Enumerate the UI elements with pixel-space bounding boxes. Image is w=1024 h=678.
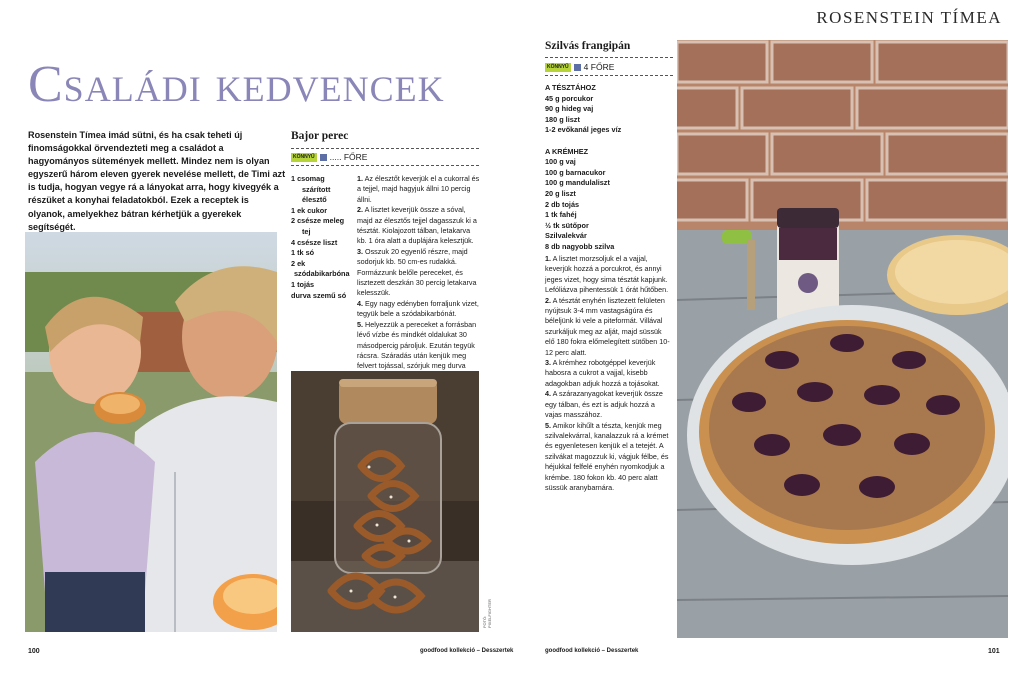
method-step: 5. Amikor kihűlt a tészta, kenjük meg szilvalekvárral, kanalazzuk rá a krémet és egyenletesen kenjük el a tetejét. A szilvákat magozzuk ki, vágjuk félbe, és héjukkal felfelé enyhén nyomkodjuk a krémbe. 180 fokon kb. 40 perc alatt süssük aranybarnára. (545, 420, 669, 492)
page-number-left: 100 (28, 648, 40, 655)
recipe-title-bajor-perec: Bajor perec (291, 130, 349, 142)
footer-section: – Desszertek (600, 648, 639, 654)
ingredient-item: durva szemű só (291, 290, 347, 300)
method-step: 4. Egy nagy edényben forraljunk vizet, tegyük bele a szódabikarbónát. (357, 298, 479, 319)
servings-label: 4 FŐRE (583, 62, 615, 72)
servings-row (545, 62, 614, 72)
ingredient-group-heading: A TÉSZTÁHOZ (545, 83, 596, 92)
servings-icon (574, 64, 581, 71)
title-divider (545, 57, 673, 58)
method-step: 2. A tésztát enyhén lisztezett felületen nyújtsuk 3-4 mm vastagságúra és béleljünk ki vele a piteformát. Villával szurkáljuk meg az alját, majd süssük elő 180 fokra előmelegített sütőben 10-12 perc alatt. (545, 295, 670, 357)
author-name: ROSENSTEIN TÍMEA (816, 8, 1002, 27)
ingredient-group-heading: A KRÉMHEZ (545, 146, 589, 156)
ingredient-item: 1 tk fahéj (545, 210, 577, 220)
recipe-title-szilvas-frangipan: Szilvás frangipán (545, 40, 631, 52)
ingredient-item: 4 csésze liszt (291, 237, 338, 247)
ingredient-item: 90 g hideg vaj (545, 104, 594, 114)
ingredient-item: szódabikarbóna (294, 269, 350, 279)
right-page (512, 0, 1024, 678)
servings-label: ..... FŐRE (329, 152, 368, 162)
method-step: 1. A lisztet morzsoljuk el a vajjal, keverjük hozzá a porcukrot, és annyi jeges vizet, hogy sima tésztát kapjunk. Lefóliázva pihentessük 1 órát hűtőben. (545, 254, 669, 295)
footer-brand-left: goodfood kollekció – Desszertek (420, 648, 514, 654)
servings-row (291, 152, 367, 162)
ingredient-item: tej (302, 226, 311, 236)
ingredient-item: 100 g mandulaliszt (545, 178, 610, 188)
ingredient-item: 1 tojás (291, 279, 315, 289)
difficulty-badge: KÖNNYŰ (293, 153, 315, 160)
ingredient-item: 100 g vaj (545, 157, 576, 167)
servings-divider (291, 165, 479, 166)
ingredient-item: 100 g barnacukor (545, 167, 606, 177)
footer-brand (545, 648, 638, 654)
method-steps (357, 174, 481, 393)
ingredient-item: 1 ek cukor (291, 205, 328, 215)
difficulty-badge: KÖNNYŰ (547, 63, 569, 70)
ingredient-item: szárított (302, 184, 331, 194)
ingredient-item: 2 csésze meleg (291, 216, 345, 226)
servings-icon (320, 154, 327, 161)
ingredient-item: 8 db nagyobb szilva (545, 241, 615, 251)
method-step: 1. Az élesztőt keverjük el a cukorral és a tejjel, majd hagyjuk állni 10 percig állni. (357, 174, 480, 204)
ingredient-item: 2 db tojás (545, 199, 580, 209)
method-step: 4. A szárazanyagokat keverjük össze egy tálban, és ezt is adjuk hozzá a vajas masszához. (545, 389, 663, 420)
ingredient-item: 1-2 evőkanál jeges víz (545, 125, 622, 135)
intro-paragraph: Rosenstein Tímea imád sütni, és ha csak teheti új finomságokkal örvendezteti meg a családot a hagyományos sütemények mellett. Mindez nem is olyan egyszerű három eleven gyerek nevelése mellett, de Timi azt is tudja, hogyan vegye rá a lányokat arra, hogy kivegyék a részüket a konyhai feladatokból. Ezek a receptek is olyanok, amelyekhez bátran kérhetjük a gyerekek segítségét. (28, 130, 286, 232)
method-steps (545, 254, 671, 493)
page-headline: Családi kedvencek (28, 56, 445, 113)
photo-credit: FOTÓ: PIXELFIGHTER (482, 599, 492, 628)
ingredient-item: Szilvalekvár (545, 231, 587, 241)
footer-brand-bold: goodfood (545, 648, 573, 654)
ingredient-item: élesztő (302, 195, 327, 205)
method-step: 2. A lisztet keverjük össze a sóval, majd az élesztős tejjel dagasszuk ki a tésztát. Kiolajozott tálban, letakarva kb. 1 óra alatt a duplájára kelesztjük. (357, 205, 477, 246)
plum-tart-photo (677, 40, 1008, 638)
method-step: 3. A krémhez robotgéppel keverjük habosra a cukrot a vajjal, kisebb adagokban adjuk hozzá a tojásokat. (545, 358, 660, 388)
footer-brand-rest: kollekció (572, 648, 601, 654)
servings-divider (545, 75, 673, 76)
pretzel-jar-photo (291, 371, 479, 632)
ingredient-item: 1 tk só (291, 248, 315, 258)
ingredient-item: 1 csomag (291, 174, 325, 183)
method-step: 5. Helyezzük a pereceket a forrásban lévő vízbe és mindkét oldalukat 30 másodpercig pároljuk. Ezután tegyük rácsra. Száradás után kenjük meg felvert tojással, szórjuk meg durva (357, 319, 477, 371)
ingredient-item: 20 g liszt (545, 188, 576, 198)
page-number-right: 101 (988, 648, 1000, 655)
ingredient-item: 180 g liszt (545, 114, 580, 124)
ingredients-list (545, 83, 675, 253)
family-photo (25, 232, 277, 632)
ingredient-item: ½ tk sütőpor (545, 220, 589, 230)
title-divider (291, 148, 479, 149)
ingredients-list (291, 174, 353, 301)
ingredient-item: 2 ek (291, 258, 306, 268)
ingredient-item: 45 g porcukor (545, 93, 594, 103)
method-step: 3. Osszuk 20 egyenlő részre, majd sodorjuk kb. 50 cm-es rudakká. Formázzunk belőle pereceket, és lisztezett deszkán 30 percig letakarva kelesszük. (357, 246, 477, 298)
